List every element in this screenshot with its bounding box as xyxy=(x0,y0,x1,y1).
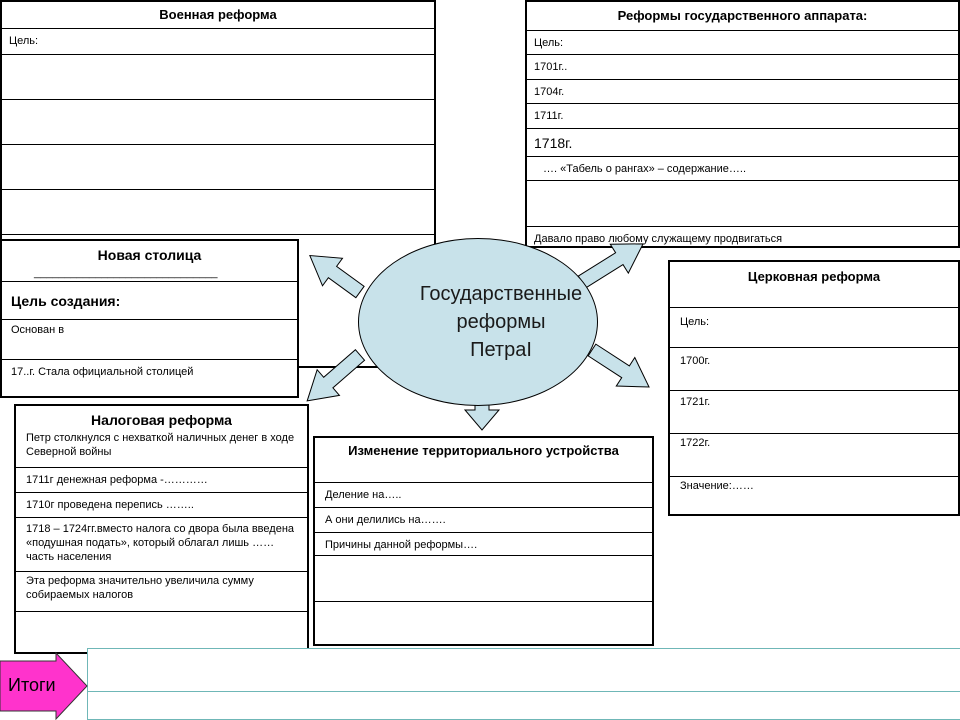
tax-reform-title: Налоговая реформа xyxy=(91,412,232,428)
itogi-label: Итоги xyxy=(8,675,56,695)
new-capital-became: 17..г. Стала официальной столицей xyxy=(2,359,297,398)
new-capital-founded: Основан в xyxy=(2,319,297,359)
center-title xyxy=(386,280,616,364)
new-capital-goal: Цель создания: xyxy=(2,281,297,319)
church-reform-title: Церковная реформа xyxy=(747,269,881,284)
territory-row-reasons: Причины данной реформы…. xyxy=(315,532,652,555)
arrow-up-left xyxy=(300,242,370,306)
state-row-table-of-ranks: …. «Табель о рангах» – содержание….. xyxy=(527,156,958,180)
tax-row-shortage: Петр столкнулся с нехваткой наличных денег в ходе Северной войны xyxy=(26,432,295,458)
itogi-divider xyxy=(87,691,960,692)
military-row-goal: Цель: xyxy=(2,28,434,54)
church-row-1722: 1722г. xyxy=(670,433,958,476)
territory-row-division: Деление на….. xyxy=(315,482,652,507)
church-row-meaning: Значение:…… xyxy=(670,476,958,516)
territory-reform-title: Изменение территориального устройства xyxy=(348,443,619,458)
state-row-right-to-advance: Давало право любому служащему продвигаться xyxy=(527,226,958,248)
state-row-1704: 1704г. xyxy=(527,79,958,103)
tax-row-increase: Эта реформа значительно увеличила сумму собираемых налогов xyxy=(16,571,307,611)
tax-row-poll-tax: 1718 – 1724гг.вместо налога со двора была введена «подушная подать», который облагал лишь ……часть населения xyxy=(16,517,307,571)
state-row-1711: 1711г. xyxy=(527,103,958,128)
state-row-goal: Цель: xyxy=(527,30,958,54)
state-row-1718: 1718г. xyxy=(527,128,958,156)
itogi-table xyxy=(87,648,960,720)
church-row-1700: 1700г. xyxy=(670,347,958,390)
tax-row-1710: 1710г проведена перепись …….. xyxy=(16,492,307,517)
center-title-line-3: ПетраI xyxy=(470,339,532,361)
new-capital-underline: ______________________________ xyxy=(34,267,218,279)
church-row-goal: Цель: xyxy=(670,307,958,347)
arrow-down-left xyxy=(296,342,371,414)
territory-row-subdivision: А они делились на……. xyxy=(315,507,652,532)
church-row-1721: 1721г. xyxy=(670,390,958,433)
state-row-1701: 1701г.. xyxy=(527,54,958,79)
military-reform-title: Военная реформа xyxy=(159,7,277,22)
center-title-line-1: Государственные xyxy=(419,283,583,305)
new-capital-title: Новая столица xyxy=(97,247,202,263)
center-title-line-2: реформы xyxy=(456,311,546,333)
tax-row-1711: 1711г денежная реформа -………… xyxy=(16,467,307,492)
state-reform-title: Реформы государственного аппарата: xyxy=(617,8,868,23)
